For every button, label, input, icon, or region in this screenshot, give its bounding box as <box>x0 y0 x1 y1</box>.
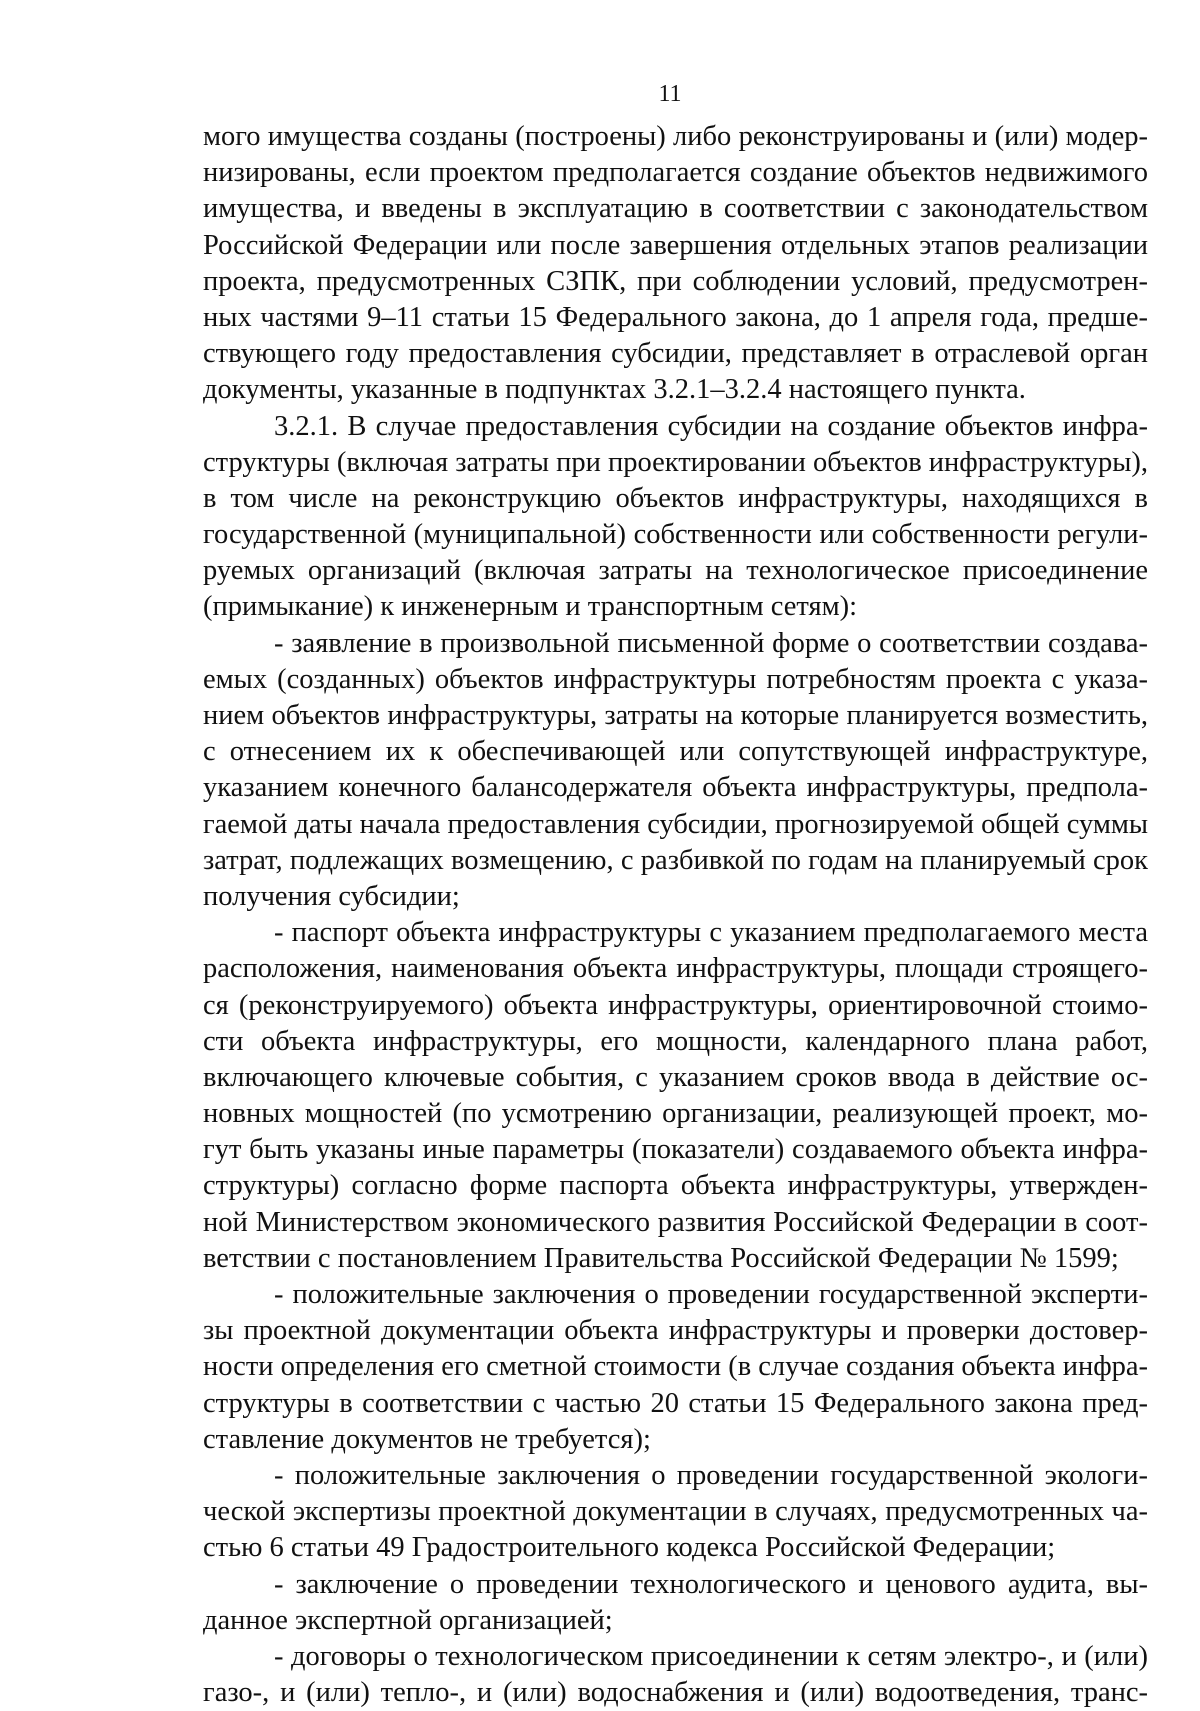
text-line: зы проектной документации объекта инфраструктуры и проверки достовер- <box>203 1315 1148 1347</box>
text-line: ных частями 9–11 статьи 15 Федерального закона, до 1 апреля года, предше- <box>203 301 1148 333</box>
text-line: затрат, подлежащих возмещению, с разбивкой по годам на планируемый срок <box>203 844 1148 876</box>
text-line: документы, указанные в подпунктах 3.2.1–3.2.4 настоящего пункта. <box>203 374 1026 406</box>
text-line: (примыкание) к инженерным и транспортным сетям): <box>203 591 858 623</box>
text-line: ности определения его сметной стоимости (в случае создания объекта инфра- <box>203 1351 1149 1383</box>
text-line: газо-, и (или) тепло-, и (или) водоснабжения и (или) водоотведения, транс- <box>203 1677 1148 1709</box>
text-line: ствующего году предоставления субсидии, представляет в отраслевой орган <box>203 338 1148 370</box>
text-line: ся (реконструируемого) объекта инфраструктуры, ориентировочной стоимо- <box>203 989 1148 1021</box>
text-line: емых (созданных) объектов инфраструктуры потребностям проекта с указа- <box>203 663 1148 695</box>
text-line: 3.2.1. В случае предоставления субсидии на создание объектов инфра- <box>274 410 1148 442</box>
text-line: проекта, предусмотренных СЗПК, при соблюдении условий, предусмотрен- <box>203 265 1148 297</box>
text-line: структуры (включая затраты при проектировании объектов инфраструктуры), <box>203 446 1148 478</box>
text-line: данное экспертной организацией; <box>203 1604 613 1636</box>
text-line: руемых организаций (включая затраты на технологическое присоединение <box>203 555 1148 587</box>
text-line: государственной (муниципальной) собственности или собственности регули- <box>203 519 1148 551</box>
text-line: в том числе на реконструкцию объектов инфраструктуры, находящихся в <box>203 482 1148 514</box>
text-line: - заявление в произвольной письменной форме о соответствии создава- <box>274 627 1148 659</box>
text-line: новных мощностей (по усмотрению организации, реализующей проект, мо- <box>203 1098 1148 1130</box>
text-line: получения субсидии; <box>203 880 460 912</box>
document-body <box>203 119 1148 1711</box>
text-line: Российской Федерации или после завершения отдельных этапов реализации <box>203 229 1148 261</box>
text-line: стью 6 статьи 49 Градостроительного кодекса Российской Федерации; <box>203 1532 1056 1564</box>
text-line: указанием конечного балансодержателя объекта инфраструктуры, предпола- <box>203 772 1148 804</box>
text-line: гут быть указаны иные параметры (показатели) создаваемого объекта инфра- <box>203 1134 1148 1166</box>
text-line: имущества, и введены в эксплуатацию в соответствии с законодательством <box>203 193 1148 225</box>
text-line: сти объекта инфраструктуры, его мощности, календарного плана работ, <box>203 1025 1148 1057</box>
text-line: структуры) согласно форме паспорта объекта инфраструктуры, утвержден- <box>203 1170 1148 1202</box>
text-line: - паспорт объекта инфраструктуры с указанием предполагаемого места <box>274 917 1148 949</box>
text-line: расположения, наименования объекта инфраструктуры, площади строящего- <box>203 953 1148 985</box>
text-line: ставление документов не требуется); <box>203 1423 651 1455</box>
text-line: структуры в соответствии с частью 20 статьи 15 Федерального закона пред- <box>203 1387 1148 1419</box>
text-line: включающего ключевые события, с указанием сроков ввода в действие ос- <box>203 1061 1148 1093</box>
text-line: нием объектов инфраструктуры, затраты на которые планируется возместить, <box>203 700 1148 731</box>
text-line: - положительные заключения о проведении государственной экологи- <box>274 1459 1148 1491</box>
page-number: 11 <box>658 81 682 107</box>
text-line: - договоры о технологическом присоединении к сетям электро-, и (или) <box>274 1640 1148 1672</box>
text-line: ветствии с постановлением Правительства Российской Федерации № 1599; <box>203 1242 1119 1274</box>
text-line: с отнесением их к обеспечивающей или сопутствующей инфраструктуре, <box>203 736 1148 768</box>
text-line: ческой экспертизы проектной документации в случаях, предусмотренных ча- <box>203 1496 1148 1528</box>
text-line: мого имущества созданы (построены) либо реконструированы и (или) модер- <box>203 121 1148 152</box>
text-line: - положительные заключения о проведении государственной эксперти- <box>274 1279 1148 1310</box>
text-line: низированы, если проектом предполагается создание объектов недвижимого <box>203 157 1148 189</box>
text-line: гаемой даты начала предоставления субсидии, прогнозируемой общей суммы <box>203 808 1148 840</box>
text-line: ной Министерством экономического развития Российской Федерации в соот- <box>203 1206 1148 1238</box>
text-line: - заключение о проведении технологического и ценового аудита, вы- <box>274 1568 1148 1600</box>
